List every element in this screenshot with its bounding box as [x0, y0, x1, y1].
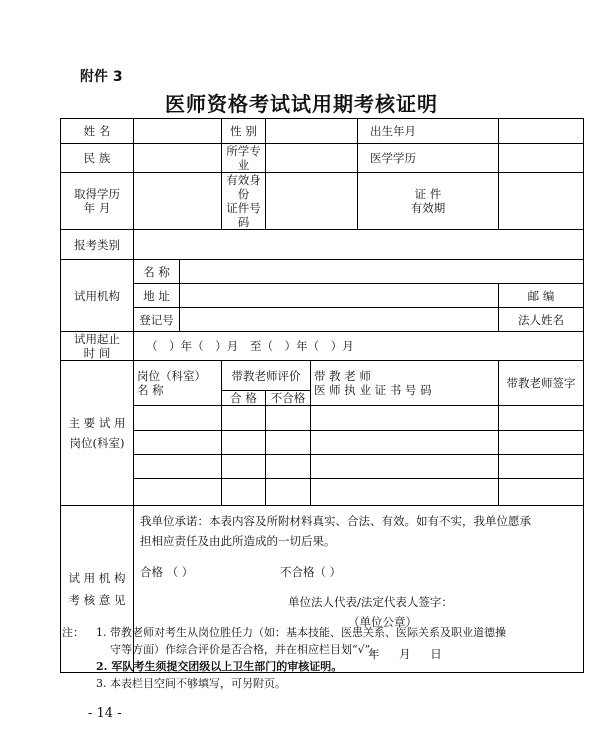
note-3: 3. 本表栏目空间不够填写，可另附页。	[96, 677, 286, 690]
id-label	[222, 173, 266, 230]
pass-cell[interactable]	[222, 479, 266, 506]
gender-field[interactable]	[266, 119, 358, 144]
attachment-label: 附件 3	[80, 69, 123, 85]
opinion-label-line2: 考 核 意 见	[68, 593, 126, 607]
inst-postcode-label: 邮 编	[499, 284, 584, 308]
id-label-line1: 有效身份	[226, 173, 261, 201]
teacher-sign-cell[interactable]	[499, 479, 584, 506]
teacher-cert-header-line1: 带 教 老 师	[314, 369, 371, 383]
inst-reg-field[interactable]	[180, 308, 499, 332]
obtain-time-field[interactable]	[134, 173, 222, 230]
inst-legal-label: 法人姓名	[499, 308, 584, 332]
name-field[interactable]	[134, 119, 222, 144]
post-label-line2: 岗位(科室)	[69, 436, 125, 450]
commitment-line1: 我单位承诺：本表内容及所附材料真实、合法、有效。如有不实，我单位愿承	[140, 514, 531, 528]
fail-cell[interactable]	[266, 455, 311, 479]
post-name-cell[interactable]	[134, 479, 222, 506]
teacher-sign-header: 带教老师签字	[499, 361, 584, 406]
obtain-time-label-line1: 取得学历	[74, 187, 120, 201]
date-label: 年 月 日	[368, 647, 442, 661]
fail-cell[interactable]	[266, 406, 311, 431]
post-label	[61, 361, 134, 506]
teacher-sign-cell[interactable]	[499, 455, 584, 479]
id-field[interactable]	[266, 173, 358, 230]
validity-label	[358, 173, 499, 230]
teacher-cert-cell[interactable]	[311, 455, 499, 479]
note-1a: 1. 带教老师对考生从岗位胜任力（如：基本技能、医患关系、医际关系及职业道德操	[96, 626, 506, 639]
seal-label: （单位公章）	[348, 615, 417, 629]
fail-cell[interactable]	[266, 431, 311, 455]
form-title: 医师资格考试试用期考核证明	[165, 92, 438, 116]
exam-category-label: 报考类别	[61, 230, 134, 260]
inst-name-field[interactable]	[180, 260, 584, 284]
validity-label-line2: 有效期	[410, 201, 446, 215]
institution-label: 试用机构	[61, 260, 134, 332]
ethnicity-field[interactable]	[134, 144, 222, 173]
opinion-label-line1: 试 用 机 构	[68, 571, 126, 585]
teacher-cert-cell[interactable]	[311, 479, 499, 506]
teacher-sign-cell[interactable]	[499, 406, 584, 431]
teacher-cert-cell[interactable]	[311, 406, 499, 431]
teacher-cert-cell[interactable]	[311, 431, 499, 455]
ethnicity-label: 民 族	[61, 144, 134, 173]
teacher-cert-header	[311, 361, 499, 406]
birth-label: 出生年月	[358, 119, 499, 144]
obtain-time-label	[61, 173, 134, 230]
post-name-cell[interactable]	[134, 431, 222, 455]
period-label-line2: 时 间	[83, 346, 111, 360]
teacher-sign-cell[interactable]	[499, 431, 584, 455]
degree-field[interactable]	[499, 144, 584, 173]
teacher-eval-header: 带教老师评价	[222, 361, 311, 391]
fail-header: 不合格	[266, 391, 311, 406]
post-name-header-line1: 岗位（科室）	[137, 369, 206, 383]
teacher-cert-header-line2: 医 师 执 业 证 书 号 码	[314, 383, 432, 397]
post-name-header-line2: 名 称	[137, 383, 164, 397]
note-2: 2. 军队考生须提交团级以上卫生部门的审核证明。	[96, 660, 343, 673]
note-1b: 守等方面）作综合评价是否合格，并在相应栏目划“√”。	[110, 643, 382, 656]
notes-section	[62, 624, 552, 692]
validity-field[interactable]	[499, 173, 584, 230]
inst-name-label: 名 称	[134, 260, 180, 284]
fail-choice[interactable]: 不合格（ ）	[280, 565, 342, 579]
notes-lead: 注：	[62, 626, 84, 639]
post-name-cell[interactable]	[134, 406, 222, 431]
fail-cell[interactable]	[266, 479, 311, 506]
period-label	[61, 332, 134, 361]
inst-address-field[interactable]	[180, 284, 499, 308]
post-name-cell[interactable]	[134, 455, 222, 479]
name-label: 姓 名	[61, 119, 134, 144]
pass-choice[interactable]: 合格 （ ）	[140, 565, 194, 579]
birth-field[interactable]	[499, 119, 584, 144]
pass-header: 合 格	[222, 391, 266, 406]
inst-address-label: 地 址	[134, 284, 180, 308]
period-label-line1: 试用起止	[74, 332, 120, 346]
degree-label: 医学学历	[358, 144, 499, 173]
commitment-line2: 担相应责任及由此所造成的一切后果。	[140, 534, 336, 548]
obtain-time-label-line2: 年 月	[83, 201, 111, 215]
page-number: - 14 -	[88, 706, 122, 721]
pass-cell[interactable]	[222, 455, 266, 479]
exam-category-field[interactable]	[134, 230, 584, 260]
gender-label: 性 别	[222, 119, 266, 144]
post-name-header	[134, 361, 222, 406]
post-label-line1: 主 要 试 用	[68, 416, 126, 430]
validity-label-line1: 证 件	[414, 187, 442, 201]
pass-cell[interactable]	[222, 431, 266, 455]
major-label: 所学专业	[222, 144, 266, 173]
pass-cell[interactable]	[222, 406, 266, 431]
major-field[interactable]	[266, 144, 358, 173]
assessment-form-table	[60, 118, 584, 673]
period-field[interactable]: （ ）年（ ）月 至（ ）年（ ）月	[134, 332, 584, 361]
signature-label: 单位法人代表/法定代表人签字：	[288, 595, 453, 609]
inst-reg-label: 登记号	[134, 308, 180, 332]
id-label-line2: 证件号码	[226, 201, 261, 229]
